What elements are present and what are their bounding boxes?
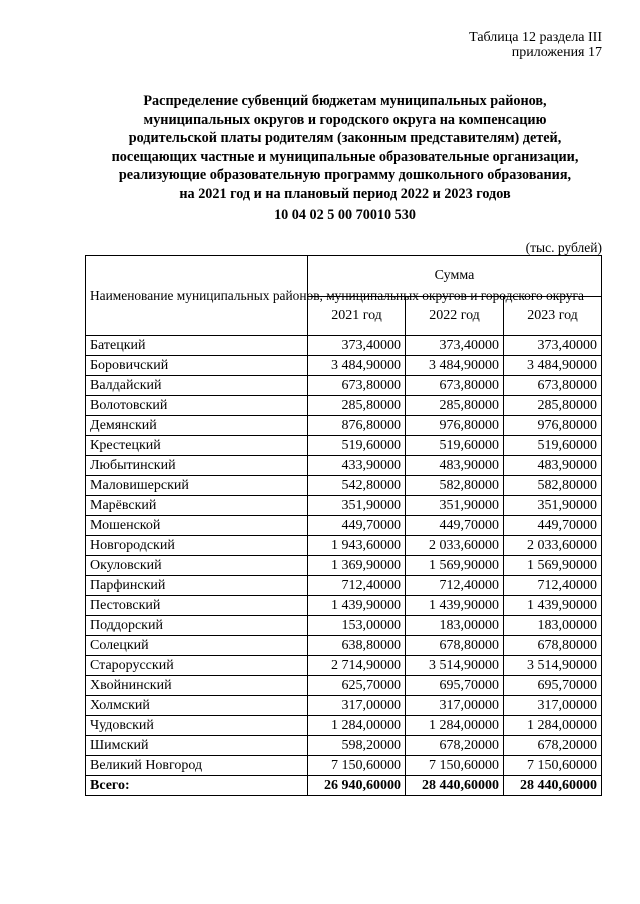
header-year-2021: 2021 год xyxy=(308,297,406,336)
amount-2022: 678,20000 xyxy=(406,736,504,756)
amount-2023: 976,80000 xyxy=(504,416,602,436)
title-line-6: на 2021 год и на плановый период 2022 и 2023 годов xyxy=(179,185,511,202)
amount-2023: 3 484,90000 xyxy=(504,356,602,376)
amount-2021: 598,20000 xyxy=(308,736,406,756)
table-row xyxy=(86,476,602,496)
table-body xyxy=(86,336,602,796)
amount-2021: 876,80000 xyxy=(308,416,406,436)
title-line-1: Распределение субвенций бюджетам муниципальных районов, xyxy=(143,93,547,109)
header-sum: Сумма xyxy=(308,256,602,297)
amount-2021: 7 150,60000 xyxy=(308,756,406,776)
table-row xyxy=(86,456,602,476)
amount-2021: 26 940,60000 xyxy=(308,776,406,796)
title-line-3: родительской платы родителям (законным представителям) детей, xyxy=(128,130,562,147)
amount-2022: 678,80000 xyxy=(406,636,504,656)
amount-2022: 317,00000 xyxy=(406,696,504,716)
amount-2022: 373,40000 xyxy=(406,336,504,356)
amount-2021: 1 943,60000 xyxy=(308,536,406,556)
amount-2023: 483,90000 xyxy=(504,456,602,476)
amount-2023: 28 440,60000 xyxy=(504,776,602,796)
amount-2023: 449,70000 xyxy=(504,516,602,536)
table-row xyxy=(86,516,602,536)
table-row xyxy=(86,736,602,756)
table-row xyxy=(86,616,602,636)
amount-2023: 183,00000 xyxy=(504,616,602,636)
district-name: Боровичский xyxy=(86,356,308,376)
district-name: Валдайский xyxy=(86,376,308,396)
table-row xyxy=(86,756,602,776)
amount-2023: 695,70000 xyxy=(504,676,602,696)
district-name: Великий Новгород xyxy=(86,756,308,776)
header-year-2023: 2023 год xyxy=(504,297,602,336)
district-name: Всего: xyxy=(86,776,308,796)
district-name: Хвойнинский xyxy=(86,676,308,696)
amount-2022: 483,90000 xyxy=(406,456,504,476)
amount-2023: 673,80000 xyxy=(504,376,602,396)
amount-2023: 1 439,90000 xyxy=(504,596,602,616)
amount-2021: 153,00000 xyxy=(308,616,406,636)
amount-2021: 1 284,00000 xyxy=(308,716,406,736)
amount-2022: 519,60000 xyxy=(406,436,504,456)
table-row xyxy=(86,356,602,376)
table-row xyxy=(86,696,602,716)
amount-2023: 519,60000 xyxy=(504,436,602,456)
amount-2021: 3 484,90000 xyxy=(308,356,406,376)
amount-2022: 2 033,60000 xyxy=(406,536,504,556)
table-row xyxy=(86,336,602,356)
header-name: Наименование муниципальных районов, муниципальных округов и городского округа xyxy=(86,256,308,336)
amount-2022: 1 439,90000 xyxy=(406,596,504,616)
amount-2023: 712,40000 xyxy=(504,576,602,596)
amount-2021: 449,70000 xyxy=(308,516,406,536)
units-label: (тыс. рублей) xyxy=(525,240,602,255)
amount-2023: 351,90000 xyxy=(504,496,602,516)
amount-2023: 317,00000 xyxy=(504,696,602,716)
total-row xyxy=(86,776,602,796)
district-name: Марёвский xyxy=(86,496,308,516)
district-name: Новгородский xyxy=(86,536,308,556)
amount-2023: 373,40000 xyxy=(504,336,602,356)
table-row xyxy=(86,596,602,616)
district-name: Крестецкий xyxy=(86,436,308,456)
district-name: Батецкий xyxy=(86,336,308,356)
table-row xyxy=(86,676,602,696)
amount-2022: 7 150,60000 xyxy=(406,756,504,776)
table-row xyxy=(86,576,602,596)
amount-2023: 3 514,90000 xyxy=(504,656,602,676)
district-name: Демянский xyxy=(86,416,308,436)
table-reference xyxy=(469,30,602,60)
table-row xyxy=(86,496,602,516)
amount-2022: 351,90000 xyxy=(406,496,504,516)
budget-code: 10 04 02 5 00 70010 530 xyxy=(274,206,416,223)
district-name: Любытинский xyxy=(86,456,308,476)
amount-2023: 7 150,60000 xyxy=(504,756,602,776)
subvention-table xyxy=(85,255,602,796)
amount-2021: 625,70000 xyxy=(308,676,406,696)
amount-2022: 976,80000 xyxy=(406,416,504,436)
district-name: Волотовский xyxy=(86,396,308,416)
amount-2021: 519,60000 xyxy=(308,436,406,456)
amount-2023: 285,80000 xyxy=(504,396,602,416)
table-row xyxy=(86,396,602,416)
document-title xyxy=(70,92,620,224)
table-row xyxy=(86,556,602,576)
amount-2022: 1 569,90000 xyxy=(406,556,504,576)
table-row xyxy=(86,416,602,436)
amount-2021: 285,80000 xyxy=(308,396,406,416)
amount-2022: 1 284,00000 xyxy=(406,716,504,736)
amount-2021: 433,90000 xyxy=(308,456,406,476)
table-row xyxy=(86,636,602,656)
amount-2023: 678,20000 xyxy=(504,736,602,756)
amount-2022: 449,70000 xyxy=(406,516,504,536)
table-row xyxy=(86,716,602,736)
district-name: Поддорский xyxy=(86,616,308,636)
amount-2021: 1 439,90000 xyxy=(308,596,406,616)
amount-2021: 351,90000 xyxy=(308,496,406,516)
title-line-4: посещающих частные и муниципальные образовательные организации, xyxy=(111,148,579,165)
amount-2022: 285,80000 xyxy=(406,396,504,416)
reference-line-1: Таблица 12 раздела III xyxy=(469,30,602,45)
amount-2022: 673,80000 xyxy=(406,376,504,396)
table-row xyxy=(86,436,602,456)
table-row xyxy=(86,656,602,676)
amount-2023: 2 033,60000 xyxy=(504,536,602,556)
amount-2021: 317,00000 xyxy=(308,696,406,716)
amount-2022: 695,70000 xyxy=(406,676,504,696)
amount-2021: 373,40000 xyxy=(308,336,406,356)
amount-2022: 3 484,90000 xyxy=(406,356,504,376)
amount-2021: 1 369,90000 xyxy=(308,556,406,576)
table-row xyxy=(86,376,602,396)
district-name: Мошенской xyxy=(86,516,308,536)
district-name: Холмский xyxy=(86,696,308,716)
district-name: Маловишерский xyxy=(86,476,308,496)
district-name: Солецкий xyxy=(86,636,308,656)
table-row xyxy=(86,536,602,556)
amount-2022: 712,40000 xyxy=(406,576,504,596)
amount-2021: 542,80000 xyxy=(308,476,406,496)
amount-2021: 2 714,90000 xyxy=(308,656,406,676)
amount-2021: 638,80000 xyxy=(308,636,406,656)
amount-2022: 183,00000 xyxy=(406,616,504,636)
amount-2023: 678,80000 xyxy=(504,636,602,656)
district-name: Чудовский xyxy=(86,716,308,736)
amount-2023: 582,80000 xyxy=(504,476,602,496)
amount-2021: 673,80000 xyxy=(308,376,406,396)
district-name: Шимский xyxy=(86,736,308,756)
amount-2023: 1 569,90000 xyxy=(504,556,602,576)
title-line-5: реализующие образовательную программу дошкольного образования, xyxy=(118,167,572,184)
title-line-2: муниципальных округов и городского округа на компенсацию xyxy=(143,111,547,128)
district-name: Старорусский xyxy=(86,656,308,676)
district-name: Окуловский xyxy=(86,556,308,576)
amount-2021: 712,40000 xyxy=(308,576,406,596)
amount-2023: 1 284,00000 xyxy=(504,716,602,736)
amount-2022: 3 514,90000 xyxy=(406,656,504,676)
reference-line-2: приложения 17 xyxy=(511,45,602,60)
district-name: Парфинский xyxy=(86,576,308,596)
header-year-2022: 2022 год xyxy=(406,297,504,336)
amount-2022: 28 440,60000 xyxy=(406,776,504,796)
amount-2022: 582,80000 xyxy=(406,476,504,496)
district-name: Пестовский xyxy=(86,596,308,616)
